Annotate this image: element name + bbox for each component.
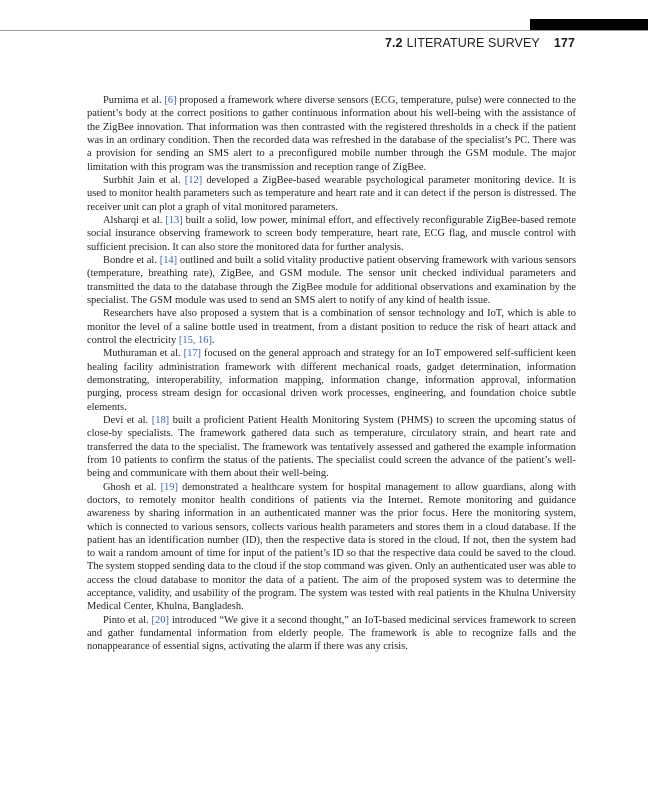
- running-head: [385, 36, 575, 50]
- paragraph-text: Muthuraman et al.: [103, 348, 184, 360]
- citation-link[interactable]: [19]: [160, 481, 178, 493]
- header-bar-decoration: [530, 19, 648, 30]
- header-rule: [0, 30, 648, 31]
- citation-link[interactable]: [6]: [164, 95, 177, 106]
- section-number: 7.2: [384, 36, 403, 50]
- paragraph-pinto: [87, 614, 576, 654]
- citation-link[interactable]: [12]: [184, 174, 203, 186]
- citation-link[interactable]: [15, 16]: [178, 334, 212, 346]
- citation-link[interactable]: [18]: [151, 414, 170, 426]
- page-number: 177: [553, 36, 575, 50]
- paragraph-text: Ghosh et al.: [103, 481, 161, 493]
- paragraph-text: built a solid, low power, minimal effort, and effectively reconfigurable ZigBee-based remote social insurance observing framework to screen body temperature, heart rate, ECG flag, and muscle control with sufficient precision. It can also store the monitored data for further analysis.: [87, 214, 576, 253]
- paragraph-muthuraman: [87, 347, 576, 414]
- citation-link[interactable]: [13]: [165, 214, 183, 226]
- paragraph-text: introduced “We give it a second thought,” an IoT-based medicinal services framework to screen and gather fundamental information from elderly people. The framework is able to recognize falls and the nonappearance of essential signs, activating the alarm if there was any crisis.: [87, 614, 577, 653]
- paragraph-text: .: [211, 334, 215, 346]
- paragraph-researchers: [87, 307, 576, 347]
- section-title: LITERATURE SURVEY: [406, 36, 540, 50]
- paragraph-surbhit-jain: [87, 174, 576, 214]
- paragraph-purnima: [87, 94, 576, 174]
- citation-link[interactable]: [17]: [183, 348, 202, 360]
- paragraph-text: Purnima et al.: [103, 95, 165, 106]
- paragraph-devi: [87, 414, 576, 481]
- paragraph-text: Pinto et al.: [103, 614, 152, 626]
- paragraph-text: outlined and built a solid vitality productive patient observing framework with various sensors (temperature, breathing rate), ZigBee, and GSM module. The sensor unit checked individual parameters and transmitted the data to the database through the ZigBee module for additional observations and examination by the specialist. The GSM module was used to send an SMS alert to notify of any kind of health issue.: [87, 254, 577, 306]
- paragraph-bondre: [87, 254, 576, 307]
- paragraph-text: Devi et al.: [103, 414, 152, 426]
- paragraph-alsharqi: [87, 214, 576, 254]
- paragraph-text: developed a ZigBee-based wearable psychological parameter monitoring device. It is used to monitor health parameters such as temperature and heart rate and it can detect if the person is distressed. The receiver unit can plot a graph of vital monitored parameters.: [87, 174, 576, 213]
- paragraph-text: Bondre et al.: [103, 254, 160, 266]
- paragraph-text: Alsharqi et al.: [103, 214, 166, 226]
- citation-link[interactable]: [20]: [151, 614, 169, 626]
- body-text: [87, 94, 576, 654]
- paragraph-text: Surbhit Jain et al.: [103, 174, 185, 186]
- paragraph-text: focused on the general approach and strategy for an IoT empowered self-sufficient keen healing facility administration framework with different mechanical roads, gadget determination, information demonstrating, interoperability, information mapping, information change, information approval, information purging, process stream design for occasional driven work processes, engineering, and foundation choice subtle elements.: [87, 348, 576, 413]
- paragraph-text: Researchers have also proposed a system that is a combination of sensor technology and IoT, which is able to monitor the level of a saline bottle used in treatment, from a distant position to reduce the risk of heart attack and control the electricity: [87, 308, 576, 346]
- paragraph-text: proposed a framework where diverse sensors (ECG, temperature, pulse) were connected to the patient’s body at the correct positions to gather continuous information about his well-being with the assistance of the ZigBee innovation. That information was then contrasted with the registered thresholds in a check if the patient was in an ordinary condition. Then the recorded data was refreshed in the database of the specialist’s PC. There was a provision for sending an SMS alert to a preconfigured mobile number through the GSM module. The major limitation with this program was the transmission and reception range of ZigBee.: [87, 95, 577, 173]
- paragraph-text: demonstrated a healthcare system for hospital management to allow guardians, along with doctors, to remotely monitor health conditions of patients via the Internet. Remote monitoring and guidance awareness by sharing information in an authenticated manner was the prior focus. Here the monitoring system, which is connected to various sensors, collects various health parameters and stores them in a cloud database. If the patient has an identification number (ID), then the respective data is stored in the cloud. If not, then the system had to wait a random amount of time for input of the patient’s ID so that the respective data could be saved to the cloud. The system stopped sending data to the cloud if the stop command was given. Only an authenticated user was able to access the cloud database to monitor the data of a patient. The aim of the proposed system was to determine the acceptance, validity, and usability of the program. The system was tested with real patients in the Khulna University Medical Center, Khulna, Bangladesh.: [87, 481, 576, 613]
- citation-link[interactable]: [14]: [159, 254, 178, 266]
- paragraph-ghosh: [87, 481, 576, 614]
- paragraph-text: built a proficient Patient Health Monitoring System (PHMS) to screen the upcoming status of close-by specialists. The framework gathered data such as temperature, circulatory strain, and heart rate and transferred the data to the specialist. The framework was tentatively assessed and gathered the example information from 10 patients to confirm the status of the patients. The specialist could screen the advance of the patient’s well-being and communicate with them about their well-being.: [87, 414, 576, 480]
